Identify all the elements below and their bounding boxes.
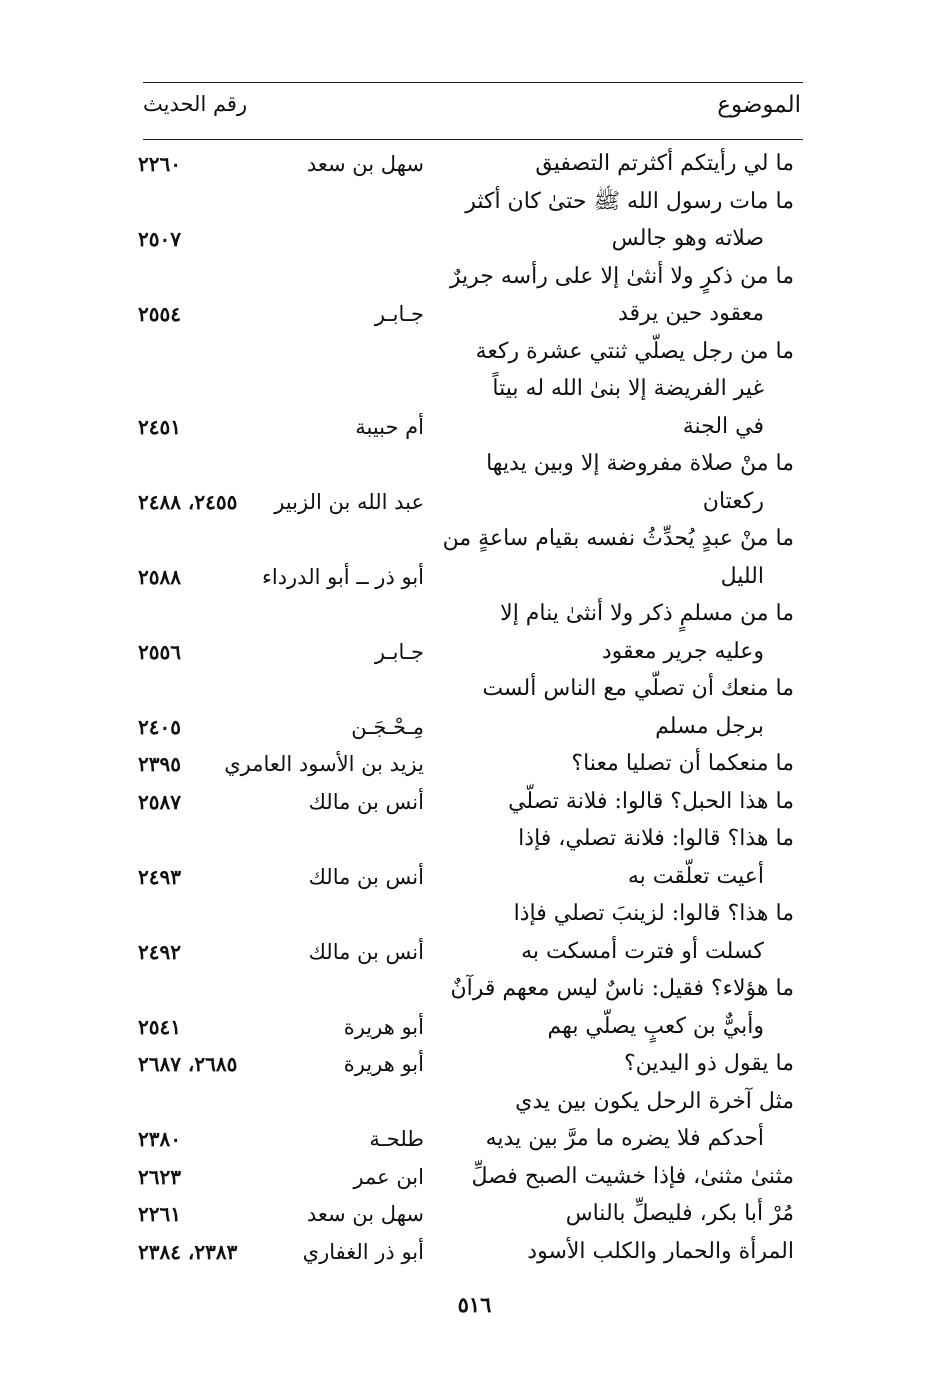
entry-narrator: طلحـة [369, 1127, 424, 1151]
entry-topic-line: كسلت أو فترت أمسكت به [521, 938, 764, 964]
entry-hadith-number: ٢٣٩٥ [138, 752, 181, 776]
entry-topic-line: ما منعك أن تصلّي مع الناس ألست [482, 676, 794, 701]
entry-topic-line: مثل آخرة الرحل يكون بين يدي [515, 1088, 794, 1114]
entry-topic-line: ما منْ عبدٍ يُحدِّثُ نفسه بقيام ساعةٍ من [442, 526, 794, 551]
entry-hadith-number: ٢٤٩٣ [138, 864, 181, 889]
entry-topic-line: برجل مسلم [655, 713, 764, 739]
entry-narrator: جـابـر [374, 302, 424, 326]
entry-hadith-number: ٢٥٨٨ [138, 564, 181, 589]
entry-topic-line: ما منعكما أن تصليا معنا؟ [571, 751, 794, 776]
entry-topic-line: ما هذا؟ قالوا: لزينبَ تصلي فإذا [513, 901, 794, 926]
entry-narrator: عبد الله بن الزبير [274, 489, 424, 514]
entry-topic-line: ما لي رأيتكم أكثرتم التصفيق [535, 151, 794, 176]
entry-topic-line: مثنىٰ مثنىٰ، فإذا خشيت الصبح فصلِّ [471, 1163, 794, 1189]
entry-topic-line: صلاته وهو جالس [611, 226, 764, 251]
entry-hadith-number: ٢٣٨٣، ٢٣٨٤ [138, 1239, 238, 1264]
hadith-number-column-header: رقم الحديث [143, 92, 248, 116]
entry-hadith-number: ٢٥٤١ [138, 1014, 181, 1039]
entry-hadith-number: ٢٥٨٧ [138, 789, 181, 814]
entry-topic-line: ما هذا؟ قالوا: فلانة تصلي، فإذا [518, 826, 794, 851]
entry-hadith-number: ٢٣٨٠ [138, 1127, 181, 1151]
entry-narrator: سهل بن سعد [306, 152, 424, 176]
entry-topic-line: المرأة والحمار والكلب الأسود [527, 1238, 794, 1264]
entry-narrator: جـابـر [374, 639, 424, 664]
entry-hadith-number: ٢٢٦٠ [138, 152, 181, 176]
entry-topic-line: وأبيٌّ بن كعبٍ يصلّي بهم [547, 1013, 764, 1039]
header-rule [143, 139, 803, 140]
entry-hadith-number: ٢٥٠٧ [138, 227, 181, 251]
entry-narrator: ابن عمر [353, 1164, 424, 1189]
entry-hadith-number: ٢٢٦١ [138, 1202, 181, 1226]
topic-column-header: الموضوع [717, 92, 801, 118]
entry-narrator: أبو هريرة [343, 1052, 424, 1076]
entry-narrator: أبو ذر ــ أبو الدرداء [261, 564, 424, 589]
entry-hadith-number: ٢٤٩٢ [138, 939, 181, 964]
entry-topic-line: ما يقول ذو اليدين؟ [623, 1051, 794, 1076]
page-number: ٥١٦ [457, 1292, 492, 1317]
entry-narrator: يزيد بن الأسود العامري [224, 752, 424, 776]
entry-narrator: أم حبيبة [355, 414, 424, 439]
entry-hadith-number: ٢٥٥٤ [138, 302, 181, 326]
top-rule [143, 82, 803, 83]
entry-narrator: أنس بن مالك [308, 864, 424, 889]
entry-narrator: أنس بن مالك [308, 939, 424, 964]
entry-hadith-number: ٢٥٥٦ [138, 639, 181, 664]
entry-narrator: مِـحْـجَـن [351, 714, 424, 739]
entry-topic-line: في الجنة [682, 413, 764, 439]
entry-topic-line: أحدكم فلا يضره ما مرَّ بين يديه [485, 1126, 764, 1151]
entry-narrator: أنس بن مالك [308, 789, 424, 814]
entry-topic-line: ما هذا الحبل؟ قالوا: فلانة تصلّي [508, 788, 794, 814]
entry-hadith-number: ٢٤٥٥، ٢٤٨٨ [138, 489, 238, 514]
entry-topic-line: أعيت تعلّقت به [627, 863, 764, 889]
entry-topic-line: ما من ذكرٍ ولا أنثىٰ إلا على رأسه جريرٌ [449, 263, 794, 289]
entry-hadith-number: ٢٤٥١ [138, 414, 181, 439]
entry-topic-line: مُرْ أبا بكر، فليصلِّ بالناس [565, 1201, 794, 1226]
entry-topic-line: ركعتان [702, 488, 764, 514]
table-header [143, 92, 803, 128]
entry-topic-line: غير الفريضة إلا بنىٰ الله له بيتاً [492, 376, 764, 401]
entry-topic-line: معقود حين يرقد [618, 301, 764, 326]
entry-hadith-number: ٢٤٠٥ [138, 714, 181, 739]
entry-hadith-number: ٢٦٢٣ [138, 1164, 181, 1189]
entry-narrator: أبو ذر الغفاري [302, 1239, 424, 1264]
entry-narrator: سهل بن سعد [306, 1202, 424, 1226]
entry-hadith-number: ٢٦٨٥، ٢٦٨٧ [138, 1052, 238, 1076]
entry-narrator: أبو هريرة [343, 1014, 424, 1039]
entry-topic-line: ما من رجل يصلّي ثنتي عشرة ركعة [475, 338, 794, 364]
entry-topic-line: الليل [720, 563, 764, 589]
entry-topic-line: ما منْ صلاة مفروضة إلا وبين يديها [486, 451, 794, 476]
entry-topic-line: وعليه جرير معقود [601, 638, 764, 664]
entry-topic-line: ما من مسلمٍ ذكر ولا أنثىٰ ينام إلا [500, 601, 794, 626]
entry-topic-line: ما هؤلاء؟ فقيل: ناسٌ ليس معهم قرآنٌ [450, 976, 794, 1001]
entry-topic-line: ما مات رسول الله ﷺ حتىٰ كان أكثر [465, 188, 794, 214]
